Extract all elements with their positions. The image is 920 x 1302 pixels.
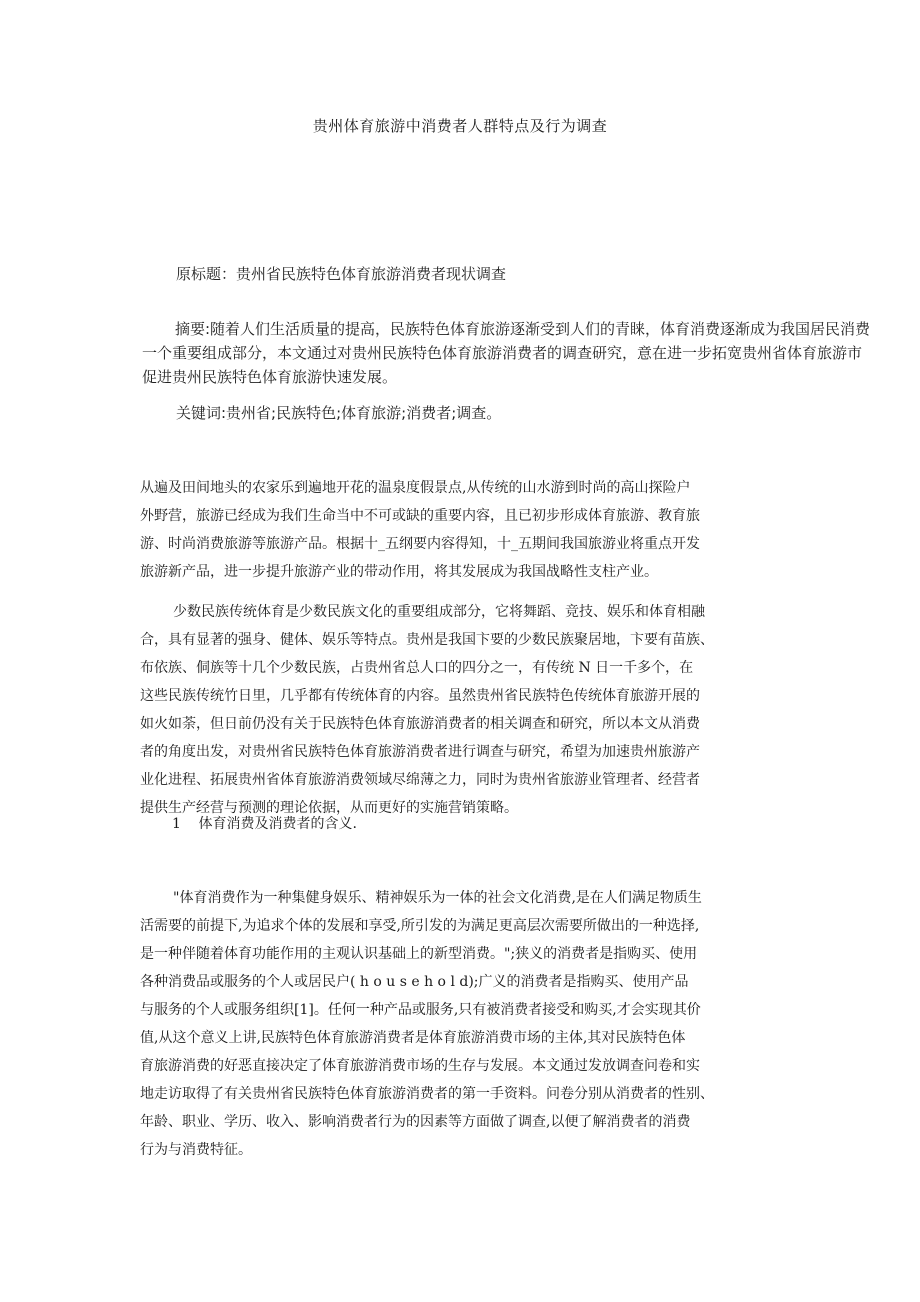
paragraph-line: 年龄、职业、学历、收入、影响消费者行为的因素等方面做了调查,以便了解消费者的消费	[140, 1114, 691, 1130]
abstract-line: 促进贵州民族特色体育旅游快速发展。	[142, 368, 398, 386]
paragraph-line: 旅游新产品，进一步提升旅游产业的带动作用，将其发展成为我国战略性支柱产业。	[140, 564, 658, 580]
paragraph-line: 外野营，旅游已经成为我们生命当中不可或缺的重要内容，且已初步形成体育旅游、教育旅	[140, 508, 700, 524]
keywords: 关键词:贵州省;民族特色;体育旅游;消费者;调查。	[176, 404, 502, 422]
paragraph-line: 从遍及田间地头的农家乐到遍地开花的温泉度假景点,从传统的山水游到时尚的高山探险户	[140, 480, 691, 496]
paragraph-line: 活需要的前提下,为追求个体的发展和享受,所引发的为满足更高层次需要所做出的一种选择,	[140, 918, 700, 934]
paragraph-line: 与服务的个人或服务组织[1]。任何一种产品或服务,只有被消费者接受和购买,才会实现其价	[140, 1002, 701, 1018]
abstract-line: 一个重要组成部分，本文通过对贵州民族特色体育旅游消费者的调查研究，意在进一步拓宽贵州省体育旅游市	[142, 344, 863, 362]
paragraph-line: 业化进程、拓展贵州省体育旅游消费领域尽绵薄之力，同时为贵州省旅游业管理者、经营者	[140, 772, 700, 788]
paragraph-line: 游、时尚消费旅游等旅游产品。根据十_五纲要内容得知，十_五期间我国旅游业将重点开发	[140, 536, 700, 552]
section-heading	[172, 810, 357, 838]
paragraph-line: 值,从这个意义上讲,民族特色体育旅游消费者是体育旅游消费市场的主体,其对民族特色体	[140, 1030, 686, 1046]
abstract-line: 摘要:随着人们生活质量的提高，民族特色体育旅游逐渐受到人们的青睐，体育消费逐渐成为我国居民消费	[175, 320, 871, 338]
section-number: 1	[172, 816, 181, 832]
paragraph-intro	[140, 474, 780, 586]
paragraph-line: 行为与消费特征。	[140, 1142, 252, 1158]
paragraph-line: 是一种伴随着体育功能作用的主观认识基础上的新型消费。";狭义的消费者是指购买、使用	[140, 946, 698, 962]
paragraph-line: 这些民族传统竹日里，几乎都有传统体育的内容。虽然贵州省民族特色传统体育旅游开展的	[140, 688, 700, 704]
paragraph-line: 合，具有显著的强身、健体、娱乐等特点。贵州是我国卞要的少数民族聚居地，卞要有苗族、	[140, 632, 714, 648]
paragraph-line: "体育消费作为一种集健身娱乐、精神娱乐为一体的社会文化消费,是在人们满足物质生	[173, 890, 702, 906]
document-title: 贵州体育旅游中消费者人群特点及行为调查	[312, 117, 608, 135]
paragraph-line: 育旅游消费的好恶直接决定了体育旅游消费市场的生存与发展。本文通过发放调查问卷和实	[140, 1058, 700, 1074]
paragraph-line: 各种消费品或服务的个人或居民户( h o u s e h o l d);广义的消费者是指购买、使用产品	[140, 974, 689, 990]
paragraph-definition	[140, 884, 780, 1164]
paragraph-line: 者的角度出发，对贵州省民族特色体育旅游消费者进行调查与研究，希望为加速贵州旅游产	[140, 744, 700, 760]
paragraph-line: 布依族、侗族等十几个少数民族，占贵州省总人口的四分之一，有传统 N 日一千多个，在	[140, 660, 694, 676]
section-heading-text: 体育消费及消费者的含义.	[198, 816, 357, 832]
paragraph-line: 少数民族传统体育是少数民族文化的重要组成部分，它将舞蹈、竞技、娱乐和体育相融	[173, 604, 705, 620]
abstract	[142, 317, 920, 389]
paragraph-line: 如火如荼，但日前仍没有关于民族特色体育旅游消费者的相关调查和研究，所以本文从消费	[140, 716, 700, 732]
paragraph-line: 提供生产经营与预测的理论依据，从而更好的实施营销策略。	[140, 800, 518, 816]
original-title: 原标题：贵州省民族特色体育旅游消费者现状调查	[176, 265, 507, 283]
paragraph-line: 地走访取得了有关贵州省民族特色体育旅游消费者的第一手资料。问卷分别从消费者的性别、	[140, 1086, 714, 1102]
paragraph-minority-sports	[140, 598, 780, 822]
